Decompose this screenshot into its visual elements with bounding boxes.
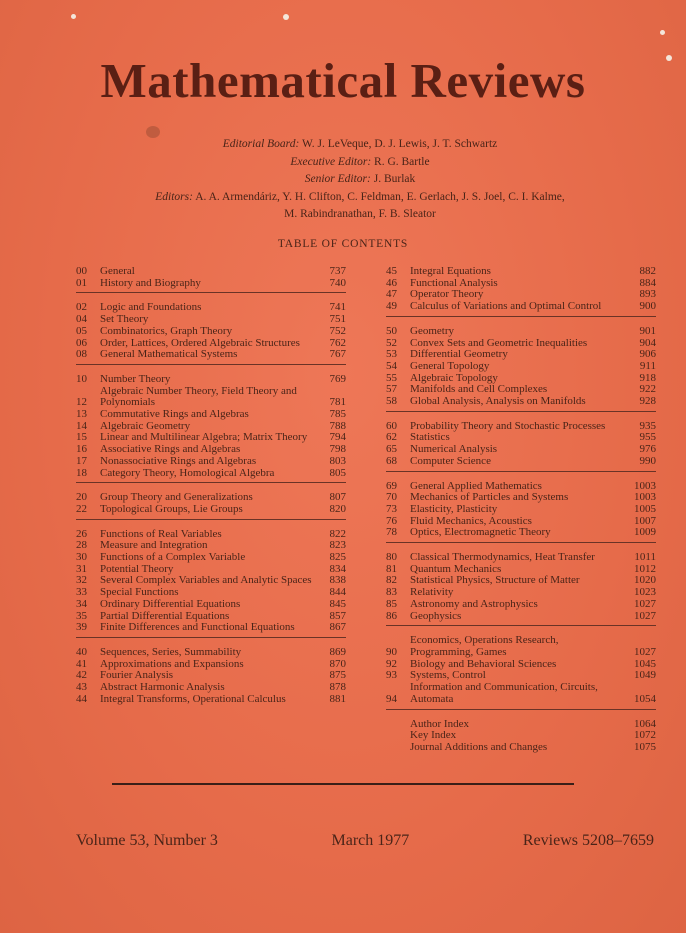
section-number: 62 [386,431,397,444]
section-title: Algebraic Topology [410,371,498,384]
section-number: 39 [76,621,87,634]
toc-entry [76,409,346,421]
section-title: Order, Lattices, Ordered Algebraic Structures [100,336,300,349]
toc-group [76,492,346,519]
editors-line-2: M. Rabindranathan, F. B. Sleator [284,208,436,220]
toc-entry [76,647,346,659]
toc-group [386,635,656,709]
page-number: 922 [639,383,656,396]
section-title: General [100,265,135,277]
section-number: 16 [76,443,87,456]
section-title: Linear and Multilinear Algebra; Matrix Theory [100,431,308,444]
section-number: 15 [76,431,87,444]
toc-entry [76,386,346,409]
toc-entry [386,611,656,623]
section-number: 22 [76,502,87,515]
page-number: 1007 [634,514,656,527]
section-title: Category Theory, Homological Algebra [100,466,275,479]
section-number: 70 [386,491,397,504]
section-title: Classical Thermodynamics, Heat Transfer [410,551,595,564]
section-title: Author Index [410,717,469,730]
page-number: 955 [639,431,656,444]
section-title: Quantum Mechanics [410,562,502,575]
section-title: Commutative Rings and Algebras [100,408,249,421]
toc-entry [386,527,656,539]
section-title: Sequences, Series, Summability [100,645,242,658]
section-number: 08 [76,348,87,361]
section-number: 20 [76,491,87,504]
toc-left-column [76,266,346,718]
section-title: Economics, Operations Research, Programming, Games [410,634,559,658]
issue-date: March 1977 [331,832,410,849]
section-number: 04 [76,313,87,326]
section-number: 83 [386,586,397,599]
section-title: Approximations and Expansions [100,657,244,670]
section-title: Geometry [410,324,454,337]
section-title: Measure and Integration [100,539,208,552]
toc-entry [386,599,656,611]
toc-entry [386,682,656,705]
page-number: 752 [329,324,346,337]
section-title: General Mathematical Systems [100,348,238,361]
page-number: 1009 [634,526,656,539]
section-number: 73 [386,502,397,515]
page-number: 803 [329,454,346,467]
section-title: Information and Communication, Circuits, Automata [410,681,598,705]
toc-entry [386,742,656,754]
page-number: 1027 [634,645,656,658]
section-number: 81 [386,562,397,575]
page-number: 762 [329,336,346,349]
section-title: Combinatorics, Graph Theory [100,324,233,337]
section-title: Abstract Harmonic Analysis [100,681,225,694]
section-number: 52 [386,336,397,349]
page-number: 928 [639,395,656,408]
section-title: Associative Rings and Algebras [100,443,241,456]
page-number: 1049 [634,669,656,682]
section-number: 14 [76,419,87,432]
toc-entry [386,456,656,468]
section-title: Nonassociative Rings and Algebras [100,454,257,467]
toc-entry [76,552,346,564]
section-title: Number Theory [100,372,171,385]
section-title: Probability Theory and Stochastic Processes [410,419,606,432]
section-title: Partial Differential Equations [100,609,230,622]
section-title: Integral Equations [410,265,491,277]
page-number: 884 [639,276,656,289]
page-number: 906 [639,348,656,361]
section-number: 76 [386,514,397,527]
section-title: Group Theory and Generalizations [100,491,253,504]
section-number: 94 [386,692,397,705]
section-title: Key Index [410,729,457,742]
section-title: Algebraic Geometry [100,419,191,432]
section-title: Biology and Behavioral Sciences [410,657,557,670]
page-number: 1072 [634,729,656,742]
section-title: Special Functions [100,586,179,599]
page-number: 1027 [634,609,656,622]
toc-group [386,719,656,757]
page-number: 785 [329,408,346,421]
toc-entry [386,552,656,564]
page-number: 838 [329,574,346,587]
toc-group [76,529,346,638]
page-number: 788 [329,419,346,432]
page-number: 1003 [634,479,656,492]
page-number: 1003 [634,491,656,504]
toc-group [76,266,346,293]
section-number: 92 [386,657,397,670]
section-number: 57 [386,383,397,396]
section-number: 82 [386,574,397,587]
page-number: 918 [639,371,656,384]
section-number: 53 [386,348,397,361]
section-title: Functions of Real Variables [100,527,222,540]
page-number: 825 [329,551,346,564]
toc-entry [76,266,346,278]
section-number: 90 [386,645,397,658]
paper-speck [283,14,289,20]
section-number: 44 [76,692,87,705]
page-number: 740 [329,276,346,289]
section-number: 26 [76,527,87,540]
page-number: 737 [329,265,346,277]
section-number: 35 [76,609,87,622]
cover-footer [76,832,654,850]
section-number: 60 [386,419,397,432]
toc-group [76,374,346,483]
section-number: 01 [76,276,87,289]
section-title: Algebraic Number Theory, Field Theory and Polynomials [100,384,297,409]
page-number: 822 [329,527,346,540]
section-title: Integral Transforms, Operational Calculus [100,692,286,705]
page-number: 881 [329,692,346,705]
page-number: 882 [639,265,656,277]
page-number: 781 [329,396,346,409]
section-title: Optics, Electromagnetic Theory [410,526,551,539]
section-number: 50 [386,324,397,337]
toc-group [386,481,656,544]
section-title: Statistical Physics, Structure of Matter [410,574,580,587]
toc-entry [386,504,656,516]
section-number: 05 [76,324,87,337]
section-title: Journal Additions and Changes [410,740,548,753]
page-number: 893 [639,288,656,301]
toc-entry [76,694,346,706]
section-title: Convex Sets and Geometric Inequalities [410,336,588,349]
paper-speck [666,55,672,61]
page-number: 1064 [634,717,656,730]
section-title: History and Biography [100,276,201,289]
section-title: General Applied Mathematics [410,479,542,492]
page-number: 870 [329,657,346,670]
page-number: 869 [329,645,346,658]
toc-group [76,647,346,709]
section-title: Systems, Control [410,669,486,682]
section-title: Astronomy and Astrophysics [410,597,538,610]
section-number: 49 [386,300,397,313]
page-number: 990 [639,454,656,467]
toc-entry [76,326,346,338]
section-number: 69 [386,479,397,492]
section-number: 55 [386,371,397,384]
volume-number: Volume 53, Number 3 [76,832,218,849]
section-title: Global Analysis, Analysis on Manifolds [410,395,586,408]
editorial-board [60,136,660,224]
senior-editor-line: Senior Editor: J. Burlak [304,173,416,185]
page-number: 741 [329,301,346,314]
section-title: Fourier Analysis [100,669,174,682]
page-number: 834 [329,562,346,575]
section-title: Topological Groups, Lie Groups [100,502,243,515]
section-number: 32 [76,574,87,587]
section-number: 78 [386,526,397,539]
toc-group [386,552,656,626]
toc-entry [386,266,656,278]
page-number: 1011 [634,551,656,564]
toc-entry [76,456,346,468]
page-number: 857 [329,609,346,622]
section-number: 34 [76,597,87,610]
section-title: Functional Analysis [410,276,498,289]
section-number: 68 [386,454,397,467]
toc-entry [386,635,656,658]
section-title: Statistics [410,431,450,444]
page-number: 807 [329,491,346,504]
section-number: 10 [76,372,87,385]
toc-group [386,421,656,472]
page-number: 1075 [634,740,656,753]
section-number: 80 [386,551,397,564]
section-number: 46 [386,276,397,289]
section-title: Operator Theory [410,288,484,301]
section-number: 33 [76,586,87,599]
toc-entry [76,504,346,516]
section-number: 42 [76,669,87,682]
page-number: 798 [329,443,346,456]
page-number: 1027 [634,597,656,610]
section-title: Computer Science [410,454,491,467]
section-number: 41 [76,657,87,670]
board-line: Editorial Board: W. J. LeVeque, D. J. Lewis, J. T. Schwartz [222,138,498,150]
page-number: 1054 [634,692,656,705]
toc-entry [76,349,346,361]
section-number: 18 [76,466,87,479]
section-number: 93 [386,669,397,682]
page-number: 823 [329,539,346,552]
page-number: 1012 [634,562,656,575]
section-title: Elasticity, Plasticity [410,502,498,515]
page-number: 769 [329,372,346,385]
page-number: 794 [329,431,346,444]
paper-speck [71,14,76,19]
section-number: 65 [386,443,397,456]
journal-title: Mathematical Reviews [100,53,586,108]
section-title: Numerical Analysis [410,443,498,456]
section-number: 30 [76,551,87,564]
section-number: 12 [76,396,87,409]
section-number: 45 [386,265,397,277]
section-number: 00 [76,265,87,277]
section-title: Several Complex Variables and Analytic Spaces [100,574,312,587]
section-title: General Topology [410,359,490,372]
section-number: 31 [76,562,87,575]
section-number: 58 [386,395,397,408]
section-number: 28 [76,539,87,552]
page-number: 1020 [634,574,656,587]
toc-entry [76,599,346,611]
toc-entry [76,468,346,480]
section-number: 06 [76,336,87,349]
toc-entry [386,301,656,313]
toc-group [386,266,656,317]
page-number: 805 [329,466,346,479]
page-number: 867 [329,621,346,634]
section-number: 47 [386,288,397,301]
section-number: 40 [76,645,87,658]
section-title: Set Theory [100,313,149,326]
section-title: Fluid Mechanics, Acoustics [410,514,532,527]
section-title: Finite Differences and Functional Equations [100,621,295,634]
section-number: 02 [76,301,87,314]
toc-heading: TABLE OF CONTENTS [277,238,409,250]
toc-entry [386,326,656,338]
section-title: Manifolds and Cell Complexes [410,383,548,396]
paper-speck [660,30,665,35]
section-title: Potential Theory [100,562,174,575]
section-title: Functions of a Complex Variable [100,551,246,564]
page-number: 901 [639,324,656,337]
page-number: 820 [329,502,346,515]
page-number: 1005 [634,502,656,515]
section-title: Mechanics of Particles and Systems [410,491,569,504]
page-number: 751 [329,313,346,326]
section-title: Geophysics [410,609,462,622]
section-title: Logic and Foundations [100,301,202,314]
page-number: 875 [329,669,346,682]
exec-editor-line: Executive Editor: R. G. Bartle [290,155,430,168]
page-number: 844 [329,586,346,599]
toc-group [76,302,346,365]
page-number: 845 [329,597,346,610]
section-title: Calculus of Variations and Optimal Control [410,300,602,313]
toc-entry [76,278,346,290]
page-number: 900 [639,300,656,313]
page-number: 1045 [634,657,656,670]
toc-entry [76,374,346,386]
editors-line: Editors: A. A. Armendáriz, Y. H. Clifton, C. Feldman, E. Gerlach, J. S. Joel, C. I. Kalme, [155,190,565,203]
page-number: 976 [639,443,656,456]
section-number: 86 [386,609,397,622]
toc-right-column [386,266,656,766]
page-number: 935 [639,419,656,432]
paper-stain [146,126,160,138]
section-title: Ordinary Differential Equations [100,597,241,610]
page-number: 1023 [634,586,656,599]
toc-entry [76,622,346,634]
page-number: 878 [329,681,346,694]
section-number: 17 [76,454,87,467]
page-number: 911 [639,359,656,372]
section-title: Differential Geometry [410,348,508,361]
toc-group [386,326,656,412]
toc-entry [386,361,656,373]
section-number: 85 [386,597,397,610]
section-title: Relativity [410,586,454,599]
toc-entry [386,396,656,408]
page-number: 904 [639,336,656,349]
section-number: 13 [76,408,87,421]
section-number: 43 [76,681,87,694]
reviews-range: Reviews 5208–7659 [522,832,654,849]
bottom-rule [112,783,574,785]
section-number: 54 [386,359,397,372]
page-number: 767 [329,348,346,361]
